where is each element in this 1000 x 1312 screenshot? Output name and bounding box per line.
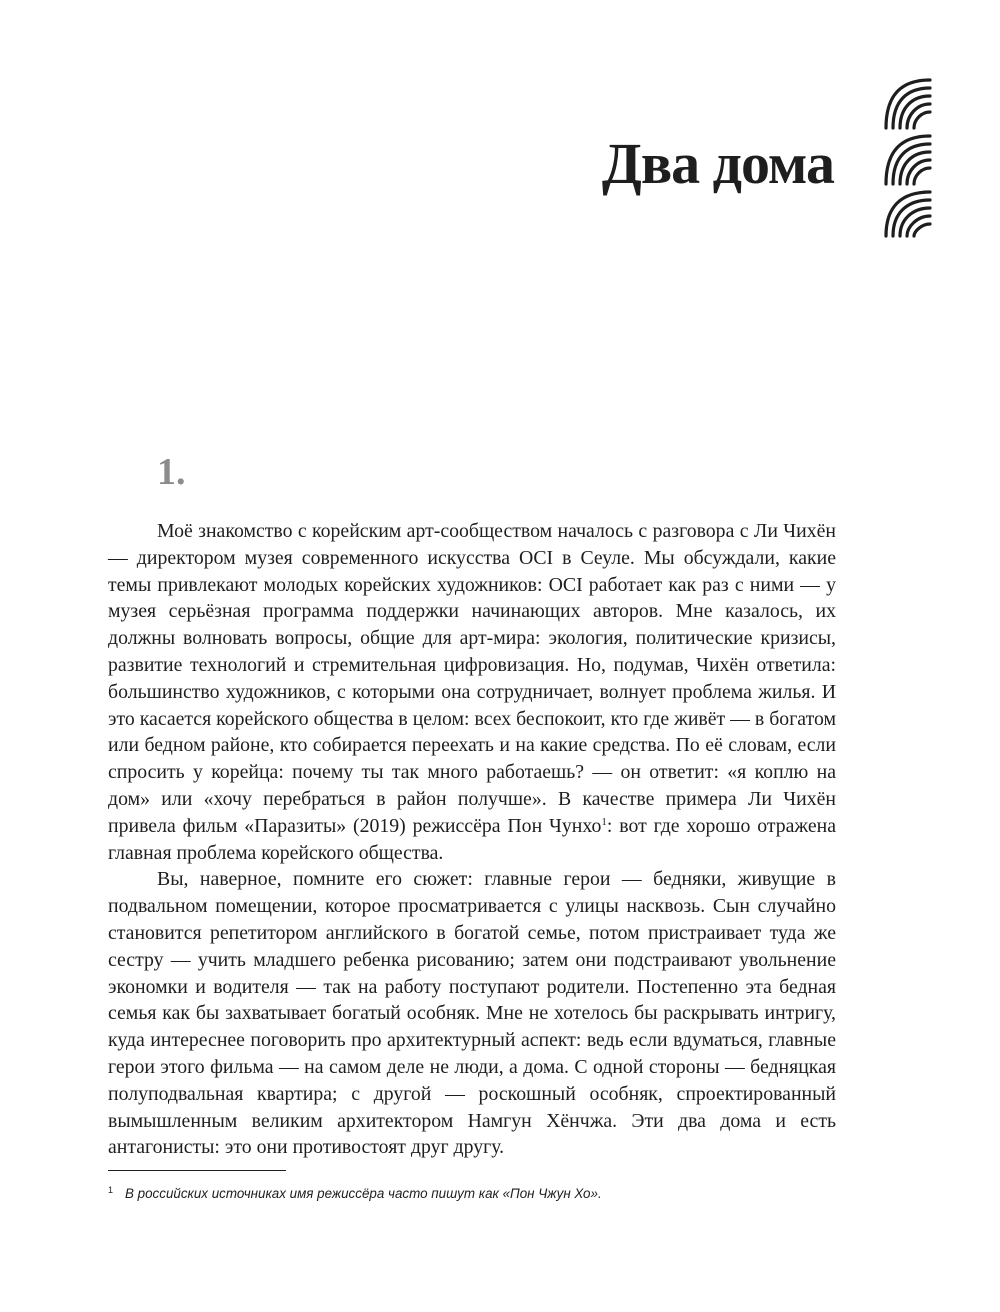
body-text [108, 518, 836, 1161]
paragraph [108, 518, 836, 866]
section-number: 1. [157, 451, 186, 493]
paragraph-text-continued: : вот где хорошо отражена главная проблема корейского общества. [108, 814, 836, 864]
wave-ornament-icon [880, 72, 936, 242]
footnote-divider [108, 1170, 286, 1171]
footnote [108, 1185, 836, 1203]
footnote-reference: 1 [601, 815, 607, 828]
footnote-marker: 1 [108, 1185, 114, 1195]
paragraph: Вы, наверное, помните его сюжет: главные герои — бедняки, живущие в подвальном помещении, которое просматривается с улицы насквозь. Сын случайно становится репетитором английского в богатой семье, потом пристраивает туда же сестру — учить младшего ребенка рисованию; затем они подстраивают увольнение экономки и водителя — так на работу поступают родители. Постепенно эта бедная семья как бы захватывает богатый особняк. Мне не хотелось бы раскрывать интригу, куда интереснее поговорить про архитектурный аспект: ведь если вдуматься, главные герои этого фильма — на самом деле не люди, а дома. С одной стороны — бедняцкая полуподвальная квартира; с другой — роскошный особняк, спроектированный вымышленным великим архитектором Намгун Хёнчжа. Эти два дома и есть антагонисты: это они противостоят друг другу. [108, 868, 836, 1159]
chapter-title: Два дома [601, 131, 834, 196]
footnote-text: В российских источниках имя режиссёра часто пишут как «Пон Чжун Хо». [125, 1186, 602, 1201]
paragraph-text: Моё знакомство с корейским арт-сообществом началось с разговора с Ли Чихён — директором музея современного искусства OCI в Сеуле. Мы обсуждали, какие темы привлекают молодых корейских художников: OCI работает как раз с ними — у музея серьёзная программа поддержки начинающих авторов. Мне казалось, их должны волновать вопросы, общие для арт-мира: экология, политические кризисы, развитие технологий и стремительная цифровизация. Но, подумав, Чихён ответила: большинство художников, с которыми она сотрудничает, волнует проблема жилья. И это касается корейского общества в целом: всех беспокоит, кто где живёт — в богатом или бедном районе, кто собирается переехать и на какие средства. По её словам, если спросить у корейца: почему ты так много работаешь? — он ответит: «я коплю на дом» или «хочу перебраться в район получше». В качестве примера Ли Чихён привела фильм «Паразиты» (2019) режиссёра Пон Чунхо [108, 520, 836, 837]
